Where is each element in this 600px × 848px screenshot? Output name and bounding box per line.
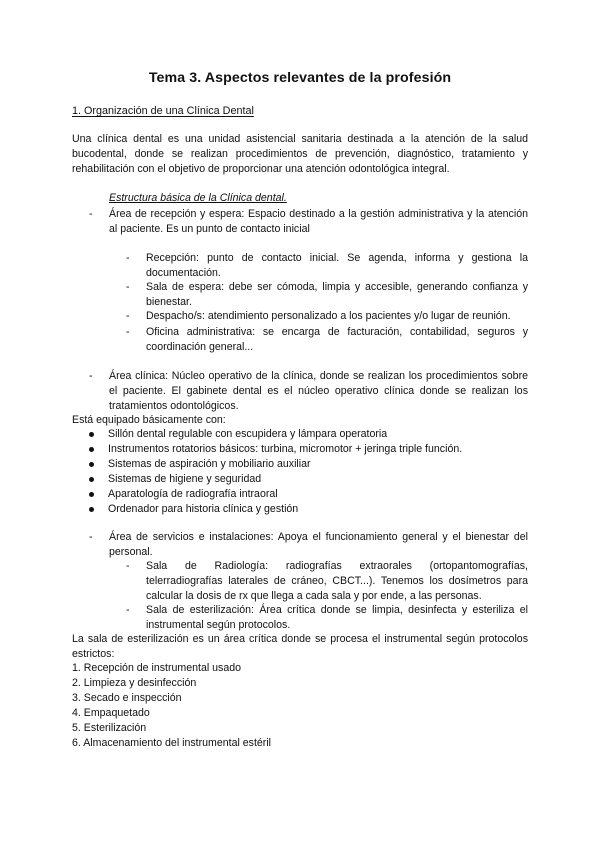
dash-marker: - xyxy=(126,310,130,322)
list-item: 3. Secado e inspección xyxy=(72,692,182,704)
radiologia-item-text: Sala de Radiología: radiografías extraorales (ortopantomografías, telerradiografías laterales de cráneo, CBCT...). Tenemos los dosímetros para calcular la dosis de rx que llega a cada sala y por ende, a las personas. xyxy=(146,560,528,602)
list-item xyxy=(72,487,462,502)
area-recepcion xyxy=(89,207,528,237)
dash-marker: - xyxy=(126,281,130,293)
page-title: Tema 3. Aspectos relevantes de la profesión xyxy=(148,70,452,86)
list-item: 5. Esterilización xyxy=(72,722,147,734)
equipment-intro: Está equipado básicamente con: xyxy=(72,414,226,426)
list-item xyxy=(126,251,528,281)
equipment-text: Aparatología de radiografía intraoral xyxy=(108,488,278,500)
equipment-text: Instrumentos rotatorios básicos: turbina, micromotor + jeringa triple función. xyxy=(108,443,463,455)
equipment-text: Ordenador para historia clínica y gestión xyxy=(108,503,299,515)
despacho-item-text: Despacho/s: atendimiento personalizado a los pacientes y/o lugar de reunión. xyxy=(146,310,511,322)
intro-paragraph xyxy=(72,132,528,177)
list-item xyxy=(72,472,462,487)
recepcion-item-text: Recepción: punto de contacto inicial. Se agenda, informa y gestiona la documentación. xyxy=(146,252,528,279)
steps-list xyxy=(72,661,271,751)
bullet-icon xyxy=(89,447,94,452)
dash-marker: - xyxy=(89,370,93,382)
dash-marker: - xyxy=(89,208,93,220)
dash-marker: - xyxy=(126,560,130,572)
dash-marker: - xyxy=(126,252,130,264)
list-item: 4. Empaquetado xyxy=(72,707,150,719)
list-item xyxy=(126,559,528,604)
esterilizacion-item-text: Sala de esterilización: Área crítica donde se limpia, desinfecta y esteriliza el instrumental según protocolos. xyxy=(146,604,528,631)
dash-marker: - xyxy=(89,531,93,543)
equipment-list xyxy=(72,427,462,517)
equipment-text: Sillón dental regulable con escupidera y lámpara operatoria xyxy=(108,428,388,440)
area-recepcion-text: Área de recepción y espera: Espacio destinado a la gestión administrativa y la atención al paciente. Es un punto de contacto inicial xyxy=(109,208,528,235)
list-item xyxy=(126,280,528,310)
bullet-icon xyxy=(89,507,94,512)
list-item xyxy=(126,325,528,355)
oficina-item-text: Oficina administrativa: se encarga de facturación, contabilidad, seguros y coordinación general... xyxy=(146,326,528,353)
list-item xyxy=(126,603,528,633)
area-clinica xyxy=(89,369,528,414)
list-item: 1. Recepción de instrumental usado xyxy=(72,662,242,674)
closing-paragraph: La sala de esterilización es un área crítica donde se procesa el instrumental según protocolos estrictos: xyxy=(72,633,528,660)
area-servicios xyxy=(89,530,528,560)
list-item xyxy=(126,309,528,324)
list-item: 2. Limpieza y desinfección xyxy=(72,677,197,689)
dash-marker: - xyxy=(126,604,130,616)
list-item: 6. Almacenamiento del instrumental estéril xyxy=(72,737,272,749)
bullet-icon xyxy=(89,477,94,482)
section-heading: 1. Organización de una Clínica Dental xyxy=(72,105,254,117)
equipment-text: Sistemas de aspiración y mobiliario auxiliar xyxy=(108,458,311,470)
list-item xyxy=(72,427,462,442)
area-servicios-text: Área de servicios e instalaciones: Apoya el funcionamiento general y el bienestar del personal. xyxy=(109,531,528,558)
structure-subheading: Estructura básica de la Clínica dental. xyxy=(109,192,287,204)
intro-text: Una clínica dental es una unidad asistencial sanitaria destinada a la atención de la salud bucodental, donde se realizan procedimientos de prevención, diagnóstico, tratamiento y rehabilitación con el objetivo de proporcionar una atención odontológica integral. xyxy=(72,133,528,175)
list-item xyxy=(72,457,462,472)
bullet-icon xyxy=(89,462,94,467)
dash-marker: - xyxy=(126,326,130,338)
list-item xyxy=(72,502,462,517)
bullet-icon xyxy=(89,432,94,437)
list-item xyxy=(72,442,462,457)
sala-espera-item-text: Sala de espera: debe ser cómoda, limpia y accesible, generando confianza y bienestar. xyxy=(146,281,528,308)
equipment-text: Sistemas de higiene y seguridad xyxy=(108,473,262,485)
area-clinica-text: Área clínica: Núcleo operativo de la clínica, donde se realizan los procedimientos sobre el paciente. El gabinete dental es el núcleo operativo clínica donde se realizan los tratamientos odontológicos. xyxy=(109,370,528,412)
bullet-icon xyxy=(89,492,94,497)
